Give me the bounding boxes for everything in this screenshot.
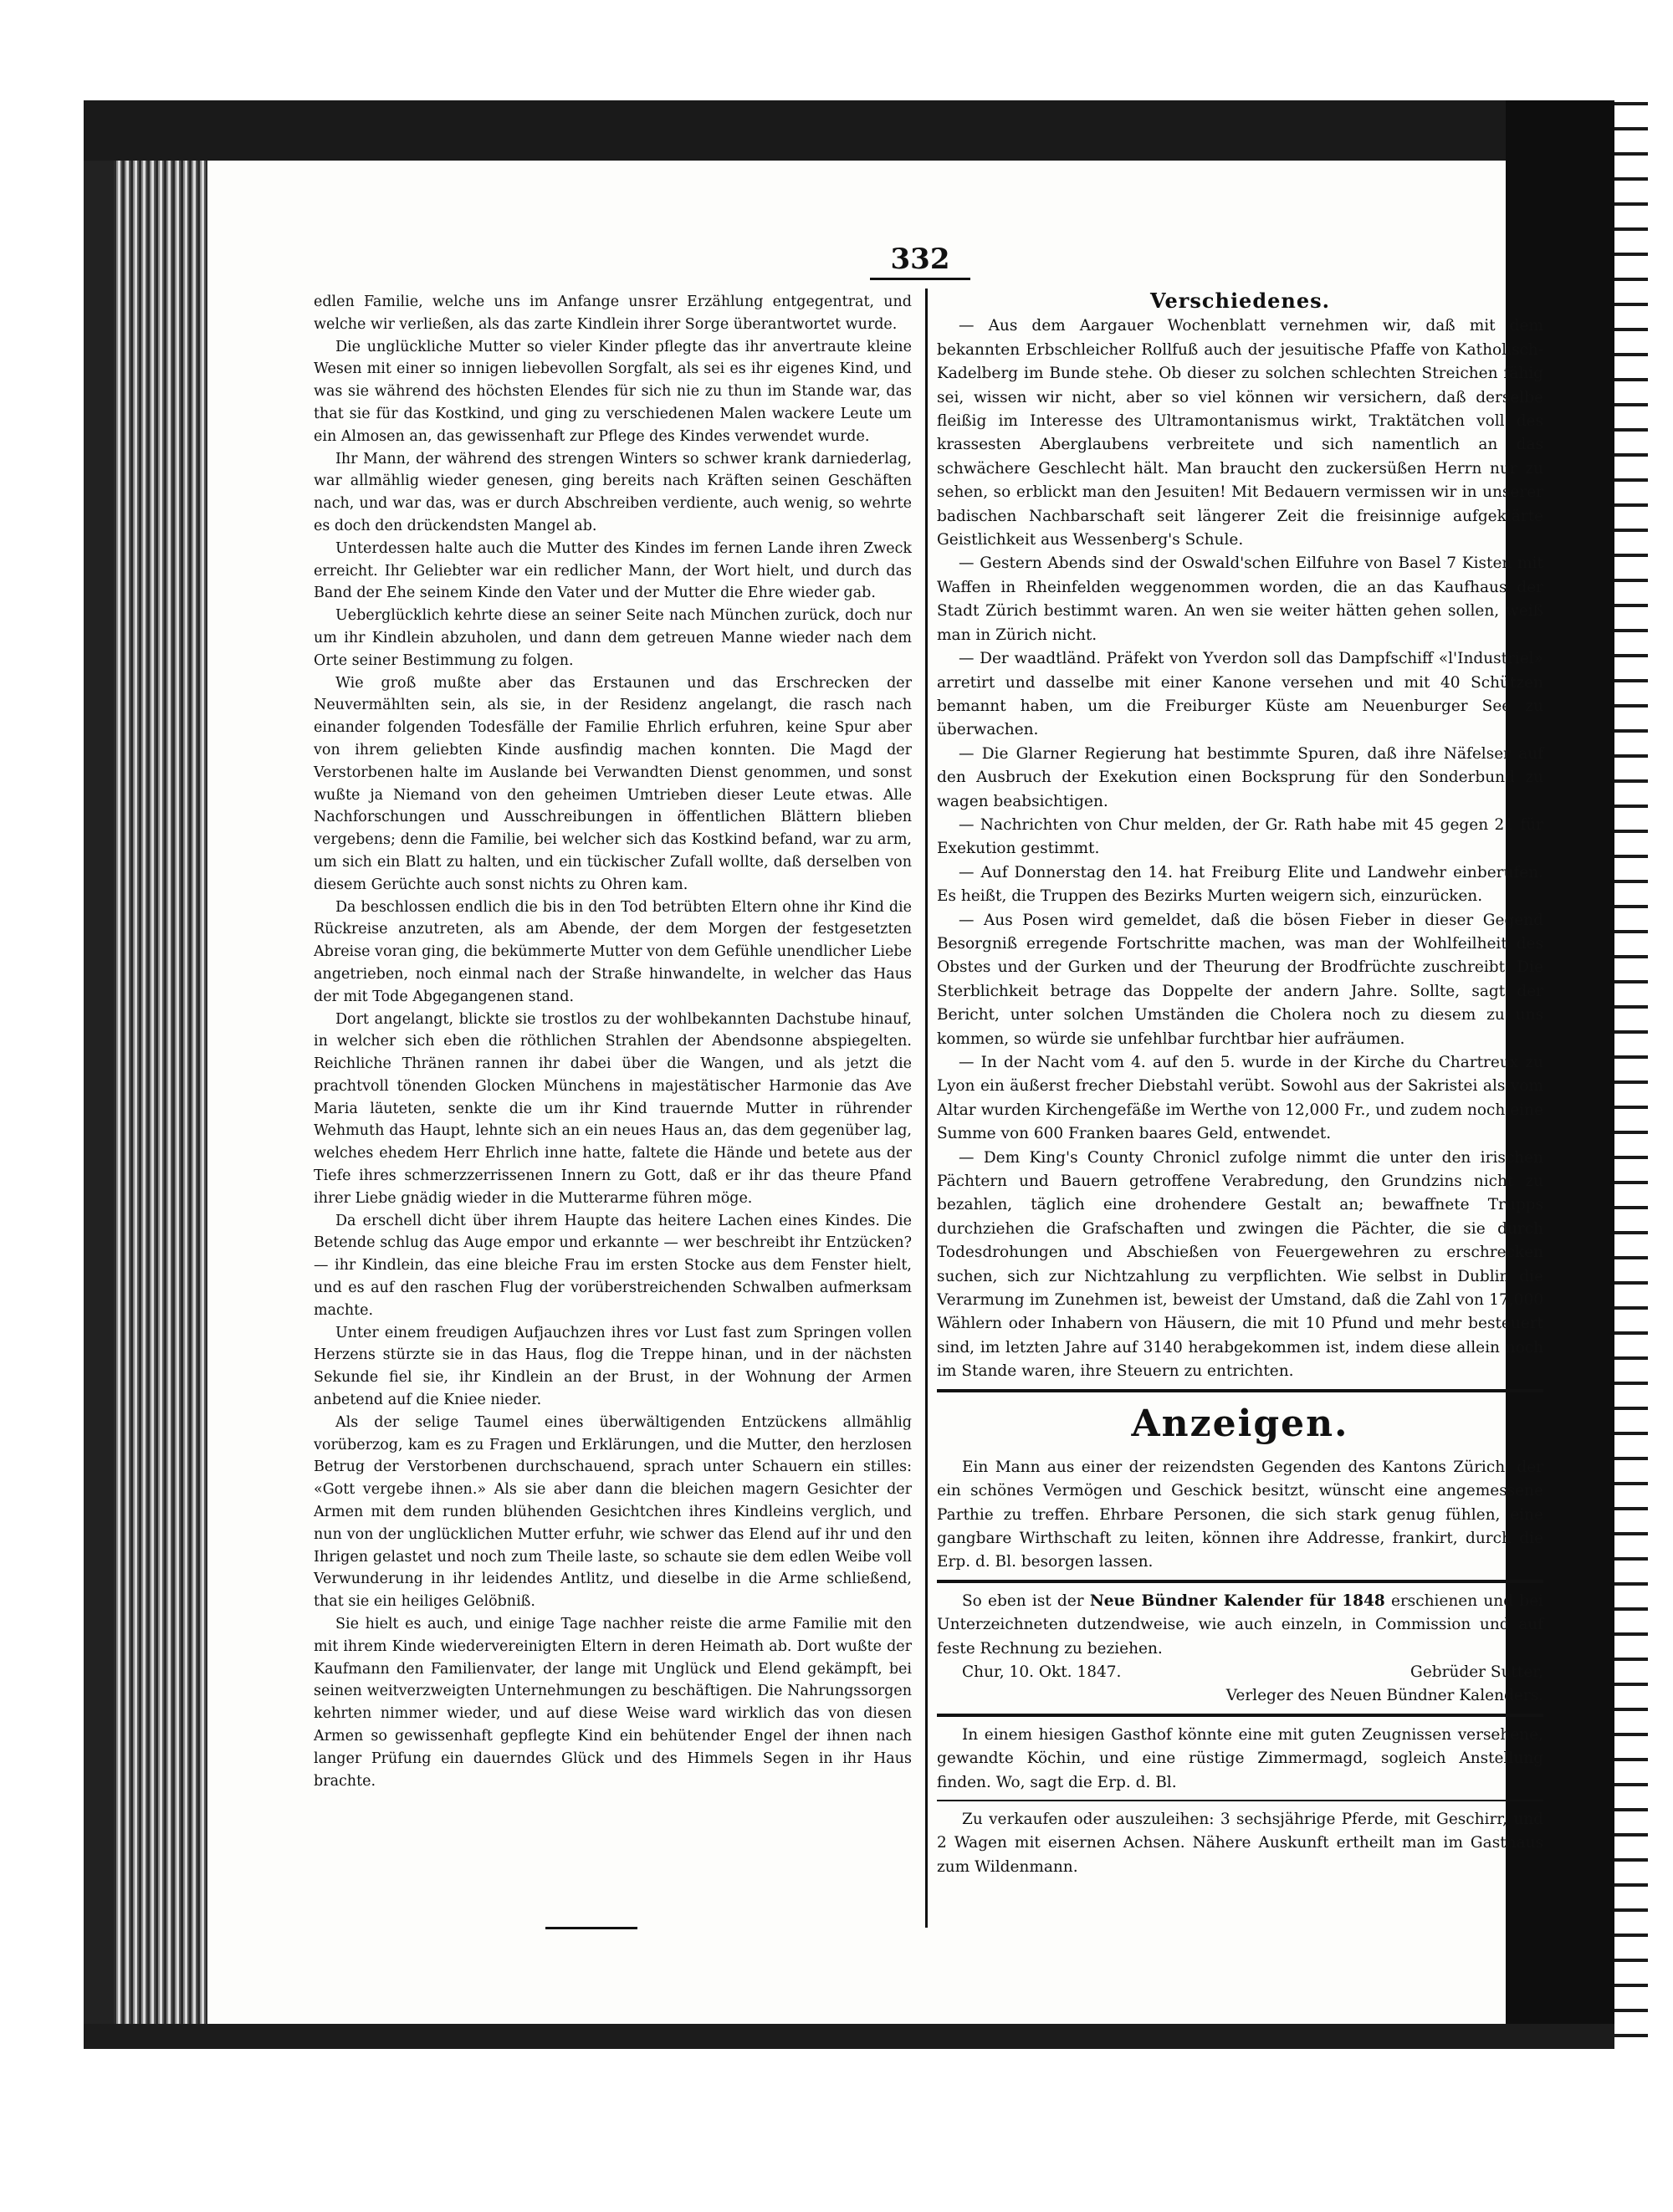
- publisher-line: Verleger des Neuen Bündner Kalenders.: [1225, 1687, 1543, 1705]
- right-column: [937, 289, 1543, 1879]
- left-column: [314, 291, 912, 1792]
- calendar-title: Neue Bündner Kalender für 1848: [1089, 1591, 1385, 1610]
- paragraph: Als der selige Taumel eines überwältigenden Entzückens allmählig vorüberzog, kam es zu Fragen und Erklärungen, und die Mutter, den herzlosen Betrug der Verstorbenen durchschauend, sprach unter Schauern ein stilles: «Gott vergebe ihnen.» Als sie aber dann die bleichen magern Gesichter der Armen mit dem runden blühenden Gesichtchen ihres Kindleins verglich, und nun von der unglücklichen Mutter erfuhr, wie schwer das Elend auf ihr und den Ihrigen gelastet und noch zum Theile laste, so schaute sie dem edlen Weibe voll Verwunderung in ihr leidendes Antlitz, und dieselbe in die Arme schließend, that sie ein heiliges Gelöbniß.: [314, 1413, 912, 1611]
- section-divider: [937, 1389, 1543, 1392]
- news-item: — Gestern Abends sind der Oswald'schen Eilfuhre von Basel 7 Kisten mit Waffen in Rheinfelden weggenommen worden, die an das Kaufhaus der Stadt Zürich bestimmt waren. An wen sie weiter hätten gehen sollen, weiß man in Zürich nicht.: [937, 554, 1543, 644]
- paragraph: Sie hielt es auch, und einige Tage nachher reiste die arme Familie mit den mit ihrem Kinde wiedervereinigten Eltern in deren Heimath ab. Dort wußte der Kaufmann den Familienvater, der lange mit Unglück und Elend gekämpft, bei seinen weitverzweigten Unternehmungen zu beschäftigen. Die Nahrungssorgen kehrten nimmer wieder, und auf diese Weise ward wirklich das von diesen Armen so gewissenhaft gepflegte Kind ein behütender Engel der ihnen nach langer Prüfung ein dauerndes Glück und des Himmels Segen in ihr Haus brachte.: [314, 1616, 912, 1790]
- paragraph: Die unglückliche Mutter so vieler Kinder pflegte das ihr anvertraute kleine Wesen mit einer so innigen liebevollen Sorgfalt, als sei es ihr eigenes Kind, und was sie während des höchsten Elendes für sich nie zu thun im Stande war, das that sie für das Kostkind, und ging zu verschiedenen Malen wackere Leute um ein Almosen an, das gewissenhaft zur Pflege des Kindes verwendet wurde.: [314, 338, 912, 445]
- paragraph: Unterdessen halte auch die Mutter des Kindes im fernen Lande ihren Zweck erreicht. Ihr Geliebter war ein redlicher Mann, der Wort hielt, und durch das Band der Ehe seinem Kinde den Vater und der Mutter die Ehre wieder gab.: [314, 539, 912, 602]
- news-item: — Auf Donnerstag den 14. hat Freiburg Elite und Landwehr einberufen. Es heißt, die Truppen des Bezirks Murten weigern sich, einzurücken.: [937, 863, 1543, 906]
- scan-edge-strip: [1614, 100, 1648, 2049]
- scan-border-left: [84, 161, 114, 2034]
- calendar-ad-intro: So eben ist der: [962, 1591, 1084, 1610]
- page-number: 332: [890, 243, 950, 276]
- news-item: — Aus Posen wird gemeldet, daß die bösen Fieber in dieser Gegend Besorgniß erregende Fortschritte machen, was man der Wohlfeilheit des Obstes und der Gurken und der Theurung der Brodfrüchte zuschreibt. Die Sterblichkeit betrage das Doppelte der andern Jahre. Sollte, sagt der Bericht, unter solchen Umständen die Cholera noch zu diesem zu uns kommen, so würde sie unfehlbar furchtbar hier aufräumen.: [937, 911, 1543, 1048]
- column-divider: [925, 289, 928, 1928]
- paragraph: Ueberglücklich kehrte diese an seiner Seite nach München zurück, doch nur um ihr Kindlein abzuholen, und dann dem getreuen Manne wieder nach dem Orte seiner Bestimmung zu folgen.: [314, 607, 912, 669]
- calendar-ad-text: erschienen und bei Unterzeichneten dutzendweise, wie auch einzeln, in Commission und auf feste Rechnung zu beziehen.: [937, 1591, 1543, 1658]
- ad-divider: [937, 1714, 1543, 1717]
- page-number-rule: [870, 278, 970, 280]
- section-title-ads: Anzeigen.: [1131, 1402, 1349, 1445]
- paragraph: Dort angelangt, blickte sie trostlos zu der wohlbekannten Dachstube hinauf, in welcher sich eben die röthlichen Strahlen der Abendsonne abspiegelten. Reichliche Thränen rannen ihr dabei über die Wangen, und als jetzt die prachtvoll tönenden Glocken Münchens in majestätischer Harmonie das Ave Maria läuteten, senkte die um ihr Kind trauernde Mutter in rührender Wehmuth das Haupt, lehnte sich an ein neues Haus an, das dem gegenüber lag, welches ehedem Herr Ehrlich inne hatte, faltete die Hände und betete aus der Tiefe ihres schmerzzerrissenen Innern zu Gott, daß er ihr das theure Pfand ihrer Liebe gnädig wieder in die Mutterarme führen möge.: [314, 1010, 912, 1207]
- scan-border-bottom: [84, 2024, 1614, 2049]
- paragraph: Unter einem freudigen Aufjauchzen ihres vor Lust fast zum Springen vollen Herzens stürzte sie in das Haus, flog die Treppe hinan, und in der nächsten Sekunde fiel sie, ihr Kindlein an der Brust, in der Wohnung der Armen anbetend auf die Kniee nieder.: [314, 1324, 912, 1409]
- advertisement-marriage: Ein Mann aus einer der reizendsten Gegenden des Kantons Zürich, der ein schönes Vermögen und Geschick besitzt, wünscht eine angemessene Parthie zu treffen. Ehrbare Personen, die sich stark genug fühlen, eine gangbare Wirthschaft zu leiten, können ihre Addresse, frankirt, durch die Erp. d. Bl. besorgen lassen.: [937, 1458, 1543, 1571]
- news-item: — In der Nacht vom 4. auf den 5. wurde in der Kirche du Chartreux zu Lyon ein äußerst frecher Diebstahl verübt. Sowohl aus der Sakristei als vom Altar wurden Kirchengefäße im Werthe von 12,000 Fr., und zudem noch eine Summe von 600 Franken baares Geld, entwendet.: [937, 1054, 1543, 1143]
- news-item: — Aus dem Aargauer Wochenblatt vernehmen wir, daß mit dem bekannten Erbschleicher Rollfuß auch der jesuitische Pfaffe von Katholisch-Kadelberg im Bunde stehe. Ob dieser zu solchen schlechten Streichen fähig sei, wissen wir nicht, aber so viel können wir versichern, daß derselbe fleißig im Interesse des Ultramontanismus wirkt, Traktätchen voll des krassesten Aberglaubens verbreitete und sich namentlich an das schwächere Geschlecht hält. Man braucht den zuckersüßen Herrn nur zu sehen, so erblickt man den Jesuiten! Mit Bedauern vermissen wir in unserer badischen Nachbarschaft seit längerer Zeit die freisinnige aufgeklärte Geistlichkeit aus Wessenberg's Schule.: [937, 317, 1543, 549]
- calendar-ad-signature-line: [937, 1661, 1543, 1684]
- advertisement-sale: Zu verkaufen oder auszuleihen: 3 sechsjährige Pferde, mit Geschirr, und 2 Wagen mit eisernen Achsen. Nähere Auskunft ertheilt man im Gasthaus zum Wildenmann.: [937, 1810, 1543, 1876]
- advertisement-job: In einem hiesigen Gasthof könnte eine mit guten Zeugnissen versehene, gewandte Köchin, und eine rüstige Zimmermagd, sogleich Anstellung finden. Wo, sagt die Erp. d. Bl.: [937, 1725, 1543, 1791]
- book-page-edges: [114, 161, 207, 2026]
- advertisement-calendar: [937, 1590, 1543, 1709]
- news-item: — Der waadtländ. Präfekt von Yverdon soll das Dampfschiff «l'Industriel» arretirt und dasselbe mit einer Kanone versehen und mit 40 Schützen bemannt haben, um die Freiburger Küste am Neuenburger See zu überwachen.: [937, 650, 1543, 739]
- paragraph: edlen Familie, welche uns im Anfange unsrer Erzählung entgegentrat, und welche wir verließen, als das zarte Kindlein ihrer Sorge überantwortet wurde.: [314, 294, 912, 333]
- ad-divider: [937, 1800, 1543, 1801]
- section-title-news: Verschiedenes.: [1150, 289, 1330, 313]
- paragraph: Da erschell dicht über ihrem Haupte das heitere Lachen eines Kindes. Die Betende schlug das Auge empor und erkannte — wer beschreibt ihr Entzücken? — ihr Kindlein, das eine bleiche Frau im ersten Stocke aus dem Fenster hielt, und es auf den raschen Flug der vorüberstreichenden Schwalben aufmerksam machte.: [314, 1212, 912, 1319]
- ad-divider: [937, 1580, 1543, 1583]
- paragraph: Ihr Mann, der während des strengen Winters so schwer krank darniederlag, war allmählig wieder genesen, ging bereits nach Kräften seinen Geschäften nach, und war das, was er durch Abschreiben verdiente, auch wenig, so wehrte es doch den drückendsten Mangel ab.: [314, 450, 912, 534]
- signature: Gebrüder Sutter,: [1410, 1663, 1543, 1681]
- paragraph: Da beschlossen endlich die bis in den Tod betrübten Eltern ohne ihr Kind die Rückreise anzutreten, als am Abende, der dem Morgen der festgesetzten Abreise voran ging, die bekümmerte Mutter von dem Gefühle unendlicher Liebe angetrieben, noch einmal nach der Straße hinwandelte, in welcher das Haus der mit Tode Abgegangenen stand.: [314, 898, 912, 1005]
- news-item: — Nachrichten von Chur melden, der Gr. Rath habe mit 45 gegen 21 für Exekution gestimmt.: [937, 815, 1543, 858]
- article-end-rule: [545, 1927, 637, 1929]
- news-item: — Die Glarner Regierung hat bestimmte Spuren, daß ihre Näfelser auf den Ausbruch der Exekution einen Bocksprung für den Sonderbund zu wagen beabsichtigen.: [937, 744, 1543, 810]
- paragraph: Wie groß mußte aber das Erstaunen und das Erschrecken der Neuvermählten sein, als sie, in der Residenz angelangt, die rasch nach einander folgenden Todesfälle der Familie Ehrlich erfuhren, keine Spur aber von ihrem geliebten Kinde ausfindig machen konnten. Die Magd der Verstorbenen halte im Auslande bei Verwandten Dienst genommen, und sonst wußte ja Niemand von den geheimen Umtrieben dieser Leute etwas. Alle Nachforschungen und Ausschreibungen in öffentlichen Blättern blieben vergebens; denn die Familie, bei welcher sich das Kostkind befand, war zu arm, um sich ein Blatt zu halten, und ein tückischer Zufall wollte, daß derselben von diesem Gerüchte auch sonst nichts zu Ohren kam.: [314, 674, 912, 893]
- news-item: — Dem King's County Chronicl zufolge nimmt die unter den irischen Pächtern und Bauern getroffene Verabredung, den Grundzins nicht zu bezahlen, täglich eine drohendere Gestalt an; bewaffnete Trupps durchziehen die Grafschaften und zwingen die Pächter, die sie durch Todesdrohungen und Abschießen von Feuergewehren zu erschrecken suchen, sich zur Nichtzahlung zu verpflichten. Wie selbst in Dublin die Verarmung im Zunehmen ist, beweist der Umstand, daß die Zahl von 17,000 Wählern oder Inhabern von Häusern, die mit 10 Pfund und mehr besteuert sind, im letzten Jahre auf 3140 herabgekommen ist, indem diese allein noch im Stande waren, ihre Steuern zu entrichten.: [937, 1148, 1543, 1381]
- scan-border-top: [84, 100, 1506, 161]
- place-date: Chur, 10. Okt. 1847.: [962, 1663, 1122, 1681]
